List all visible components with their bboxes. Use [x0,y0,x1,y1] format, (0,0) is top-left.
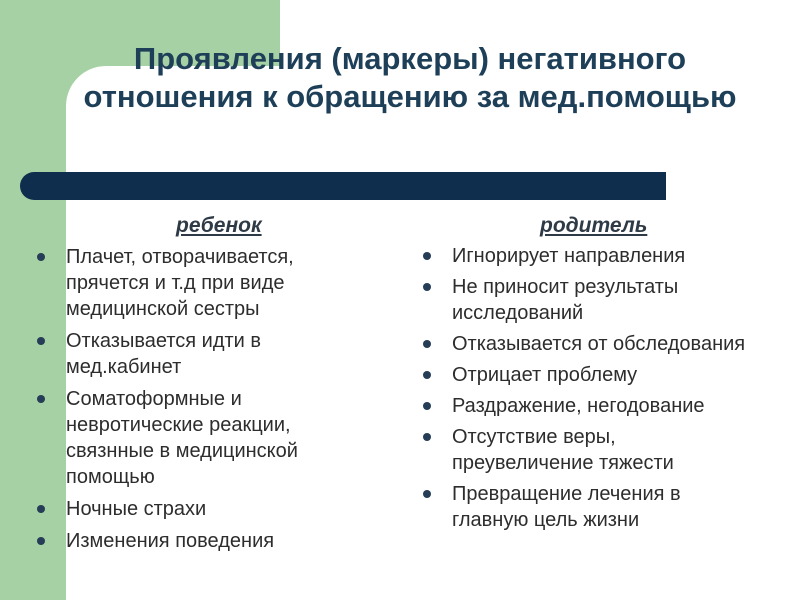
list-item-text: Превращение лечения в главную цель жизни [452,483,681,531]
parent-markers-list [420,243,750,538]
list-item-text: Ночные страхи [66,498,207,520]
list-item-text: Игнорирует направления [452,245,686,267]
bullet-icon [423,340,431,348]
bullet-icon [37,505,45,513]
bullet-icon [423,433,431,441]
list-item [420,331,750,357]
list-item-text: Отрицает проблему [452,364,638,386]
list-item-text: Плачет, отворачивается, прячется и т.д при виде медицинской сестры [66,246,294,320]
bullet-icon [37,395,45,403]
list-item-text: Не приносит результаты исследований [452,276,679,324]
list-item-text: Отказывается идти в мед.кабинет [66,330,262,378]
title-divider-bar [20,172,666,200]
list-item [420,243,750,269]
list-item [34,528,354,554]
bullet-icon [37,253,45,261]
bullet-icon [423,402,431,410]
bullet-icon [37,537,45,545]
bullet-icon [37,337,45,345]
list-item [420,362,750,388]
column-heading-parent: родитель [540,214,648,237]
list-item [34,496,354,522]
list-item-text: Отсутствие веры, преувеличение тяжести [452,426,674,474]
column-heading-child: ребенок [176,214,262,237]
list-item [34,328,354,380]
bullet-icon [423,252,431,260]
list-item-text: Соматоформные и невротические реакции, связнные в медицинской помощью [66,388,298,488]
list-item [34,386,354,490]
bullet-icon [423,490,431,498]
slide-title: Проявления (маркеры) негативного отношения к обращению за мед.помощью [83,41,737,114]
bullet-icon [423,371,431,379]
child-markers-list [34,244,354,560]
list-item-text: Раздражение, негодование [452,395,705,417]
list-item [34,244,354,322]
list-item [420,393,750,419]
list-item [420,481,750,533]
list-item-text: Изменения поведения [66,530,275,552]
list-item [420,274,750,326]
list-item-text: Отказывается от обследования [452,333,746,355]
bullet-icon [423,283,431,291]
list-item [420,424,750,476]
